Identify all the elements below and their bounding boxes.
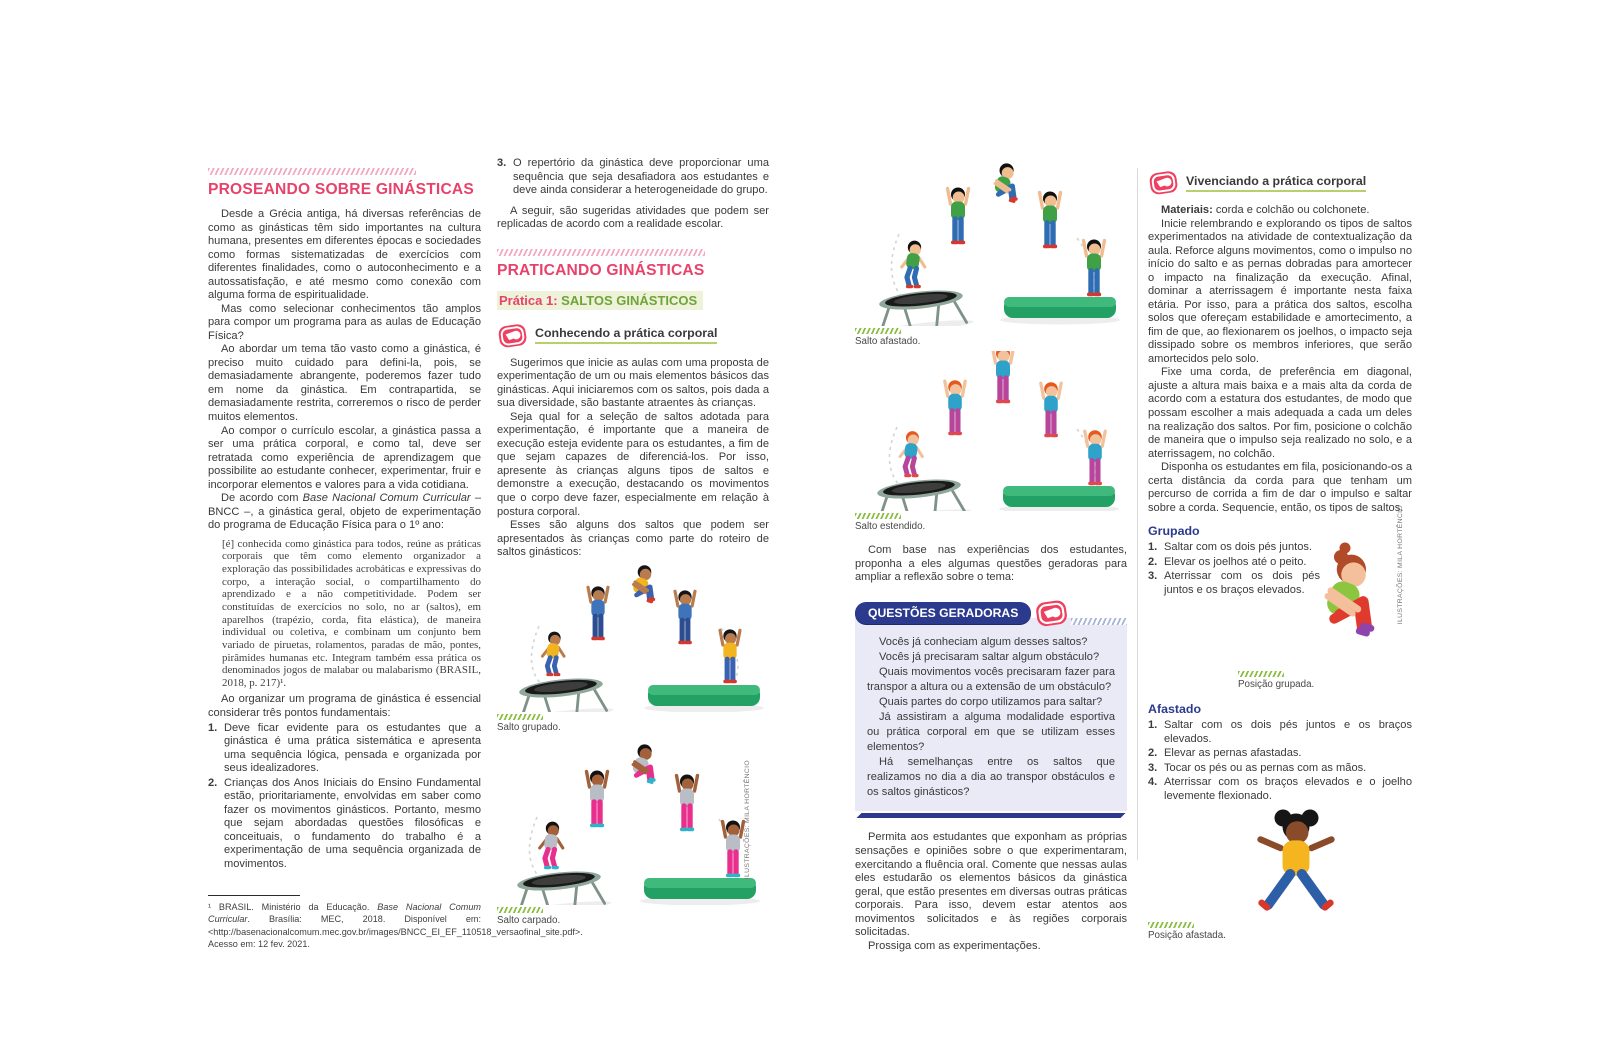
question: Vocês já conheciam algum desses saltos? — [879, 635, 1088, 648]
caption-text: Salto afastado. — [855, 336, 921, 347]
illustration-credit: ILUSTRAÇÕES: MILA HORTÊNCIO — [744, 760, 751, 880]
list-text: Saltar com os dois pés juntos e os braços elevados. — [1164, 719, 1412, 745]
column-divider — [1137, 168, 1138, 860]
paragraph: Esses são alguns dos saltos que podem ser apresentados às crianças como parte do roteiro de saltos ginásticos: — [497, 519, 769, 559]
paragraph: Permita aos estudantes que exponham as próprias sensações e opiniões sobre o que experimentaram, exercitando a fluência oral. Comente que nessas aulas eles estudarão os elementos básicos da ginástica geral, que estão presentes em diversas outras práticas corporais. Para isso, devem estar atentos aos movimentos solicitados e às regiões corporais solicitadas. — [855, 831, 1127, 939]
paragraph: A seguir, são sugeridas atividades que podem ser replicadas de acordo com a realidade escolar. — [497, 204, 769, 231]
list-number: 2. — [1148, 555, 1158, 568]
paragraph: Sugerimos que inicie as aulas com uma proposta de experimentação de um ou mais elementos básicos das ginásticas. Aqui iniciaremos com os saltos, pois dada a sua diversidade, são bastante atraentes às crianças. — [497, 356, 769, 410]
list-number: 2. — [1148, 747, 1158, 760]
materials-label: Materiais: — [1161, 204, 1213, 216]
practice-label: Prática 1: — [499, 292, 558, 308]
caption-text: Posição grupada. — [1238, 679, 1315, 691]
question: Há semelhanças entre os saltos que realizamos no dia a dia ao transpor obstáculos e os saltos ginásticos? — [867, 756, 1115, 799]
paragraph: Fixe uma corda, de preferência em diagonal, ajuste a altura mais baixa e a mais alta da corda de acordo com a estatura dos estudantes, de modo que possam escolher a mais adequada a cada um deles na realização dos saltos. Por fim, posicione o colchão de maneira que o impulso seja realizado no solo, e a aterrissagem, no colchão. — [1148, 366, 1412, 460]
text: De acordo com — [221, 492, 303, 505]
question: Quais movimentos vocês precisaram fazer para transpor a altura ou a extensão de um obstáculo? — [867, 665, 1115, 693]
column-2 — [497, 156, 769, 926]
salto-estendido-illustration — [855, 351, 1127, 511]
paragraph: Com base nas experiências dos estudantes, proponha a eles algumas questões geradoras para ampliar a reflexão sobre o tema: — [855, 544, 1127, 584]
box-bottom-strip — [857, 813, 1126, 818]
box-header — [855, 598, 1127, 628]
caption-text: Salto carpado. — [497, 914, 561, 926]
illustration-caption — [1238, 671, 1314, 690]
caption-hatch — [855, 513, 901, 519]
column-4 — [1148, 169, 1412, 941]
paragraph — [208, 492, 481, 533]
subsection-title: Conhecendo a prática corporal — [535, 326, 717, 344]
list-number: 4. — [1148, 776, 1158, 789]
salto-afastado-illustration — [855, 150, 1127, 326]
paragraph: Disponha os estudantes em fila, posicionando-os a certa distância da corda para que tenham um percurso de corrida a fim de dar o impulso e saltar sobre a corda. Sequencie, então, os tipos de saltos. — [1148, 461, 1412, 514]
list-item — [208, 777, 481, 872]
grupado-block — [1148, 541, 1412, 693]
list-text: Tocar os pés ou as pernas com as mãos. — [1164, 761, 1367, 774]
afastado-heading: Afastado — [1148, 702, 1202, 717]
posicao-grupada-illustration — [1294, 531, 1412, 681]
caption-hatch — [1148, 922, 1194, 928]
box-hatch — [1071, 618, 1127, 625]
list-number: 3. — [497, 157, 507, 169]
materials-text: corda e colchão ou colchonete. — [1212, 204, 1370, 216]
subsection-title: Vivenciando a prática corporal — [1186, 174, 1366, 192]
subsection-header — [1148, 169, 1412, 196]
paragraph: Ao organizar um programa de ginástica é essencial considerar três pontos fundamentais: — [208, 693, 481, 719]
caption-hatch — [855, 328, 901, 334]
caption-hatch — [1238, 671, 1284, 677]
list-number: 3. — [1148, 570, 1158, 583]
italic-title: Base Nacional Comum Curricular — [302, 492, 471, 505]
list-number: 2. — [208, 776, 218, 789]
whistle-icon — [497, 322, 528, 349]
practice-title: SALTOS GINÁSTICOS — [561, 292, 698, 308]
box-title-pill: QUESTÕES GERADORAS — [855, 602, 1031, 624]
list-text: Aterrissar com os braços elevados e o joelho levemente flexionado. — [1164, 776, 1412, 802]
text: – BNCC –, a ginástica geral, objeto de experimentação do programa de Educação Física para o 1º ano: — [208, 492, 481, 532]
practice-heading — [497, 291, 703, 310]
italic-title: Base Nacional Comum Curricular — [208, 902, 481, 925]
whistle-icon — [1148, 169, 1179, 196]
afastado-list — [1148, 719, 1412, 803]
paragraph: Mas como selecionar conhecimentos tão amplos para compor um programa para as aulas de Educação Física? — [208, 302, 481, 342]
list-item — [208, 722, 481, 776]
paragraph: Inicie relembrando e explorando os tipos de saltos experimentados na atividade de contextualização da aula. Reforce alguns movimentos, como o impulso no início do salto e as pernas dobradas para amortecer o impacto na finalização da execução. Afinal, dominar a aterrissagem é importante nesta faixa etária. Por isso, para a prática dos saltos, escolha solos que ofereçam estabilidade e amortecimento, a fim de que, ao flexionarem os joelhos, o impacto seja dissipado sobre os membros inferiores, que serão amortecidos pelo solo. — [1148, 217, 1412, 365]
grupado-heading: Grupado — [1148, 524, 1200, 539]
caption-text: Salto grupado. — [497, 721, 561, 733]
subsection-header — [497, 322, 769, 349]
caption-text: Salto estendido. — [855, 521, 926, 532]
footnote-rule — [208, 895, 300, 896]
list-number: 1. — [208, 721, 218, 734]
heading-hatch — [208, 168, 416, 175]
list-text: Saltar com os dois pés juntos. — [1164, 541, 1312, 554]
paragraph: Ao compor o currículo escolar, a ginástica passa a ser uma prática corporal, e como tal, deve ser retratada como experiência de aprendizagem que possibilite ao estudante conhecer, experimentar, fruir e incorporar elementos e valores para a vida cotidiana. — [208, 424, 481, 491]
list-text: Aterrissar com os dois pés juntos e os braços elevados. — [1164, 570, 1320, 596]
heading-hatch — [497, 249, 705, 256]
salto-carpado-illustration — [497, 737, 769, 905]
list-text: Elevar as pernas afastadas. — [1164, 747, 1302, 760]
caption-hatch — [497, 907, 543, 913]
illustration-caption — [1148, 922, 1226, 941]
block-quote: [é] conhecida como ginástica para todos, reúne as práticas corporais que têm como elemento organizador a exploração das possibilidades acrobáticas e expressivas do corpo, a interação social, o compartilhamento do aprendizado e a não competitividade. Podem ser constituídas de exercícios no solo, no ar (saltos), em aparelhos (trapézio, corda, fita elástica), de maneira individual ou coletiva, e combinam um conjunto bem variado de piruetas, rolamentos, paradas de mão, pontes, pirâmides humanas etc. Integram também essa prática os denominados jogos de malabar ou malabarismo (BRASIL, 2018, p. 217)¹. — [222, 537, 481, 689]
list-text: Crianças dos Anos Iniciais do Ensino Fundamental estão, prioritariamente, envolvidas em saber como fazer os movimentos ginásticos. Portanto, mesmo que sejam abordadas questões filosóficas e conceituais, o fundamento do trabalho é a experimentação de uma sequência organizada de movimentos. — [224, 776, 481, 870]
whistle-icon — [1034, 598, 1069, 628]
caption-hatch — [497, 714, 543, 720]
question: Já assistiram a alguma modalidade esportiva ou prática corporal em que se utilizam esses elementos? — [867, 710, 1115, 754]
list-item — [497, 157, 769, 198]
text: ¹ BRASIL. Ministério da Educação. — [208, 902, 378, 913]
page-title: PROSEANDO SOBRE GINÁSTICAS — [208, 181, 474, 198]
footnote-link-text: . Brasília: MEC, 2018. Disponível em: <http://basenacionalcomum.mec.gov.br/images/BNCC_EI_EF_110518_versaofinal_site.pdf>. Acesso em: 12 fev. 2021. — [208, 914, 583, 949]
list-text: O repertório da ginástica deve proporcionar uma sequência que seja desafiadora aos estudantes e deve ainda considerar a heterogeneidade do grupo. — [513, 157, 769, 197]
paragraph: Desde a Grécia antiga, há diversas referências de como as ginásticas têm sido importantes na cultura humana, presentes em diferentes épocas e sociedades como formas sistematizadas de exercícios com diferentes finalidades, como o autoconhecimento e a autossatisfação, e até mesmo como conexão com alguma forma de espiritualidade. — [208, 208, 481, 302]
list-number: 1. — [1148, 541, 1158, 554]
paragraph: Prossiga com as experimentações. — [868, 939, 1041, 952]
paragraph: Seja qual for a seleção de saltos adotada para experimentação, é importante que a maneira de execução esteja evidente para os estudantes, a fim de que sejam capazes de diferenciá-los. Por isso, apresente às crianças alguns tipos de saltos e demonstre a execução, destacando os movimentos que o corpo deve fazer, especialmente em relação à postura corporal. — [497, 410, 769, 518]
section-heading: PRATICANDO GINÁSTICAS — [497, 261, 705, 279]
salto-grupado-illustration — [497, 564, 769, 712]
afastado-block — [1148, 809, 1412, 941]
illustration-credit: ILUSTRAÇÕES: MILA HORTÊNCIO — [1397, 505, 1404, 625]
paragraph: Ao abordar um tema tão vasto como a ginástica, é preciso muito cuidado para defini-la, pois, se demasiadamente abrangente, poderemos fazer tudo em nome da ginástica. Em contrapartida, se demasiadamente restrita, correremos o risco de perder muitos elementos. — [208, 343, 481, 423]
box-body — [855, 618, 1127, 812]
list-number: 1. — [1148, 719, 1158, 732]
illustration-caption — [855, 328, 1127, 347]
list-text: Elevar os joelhos até o peito. — [1164, 555, 1307, 568]
question: Quais partes do corpo utilizamos para saltar? — [879, 695, 1103, 708]
list-text: Deve ficar evidente para os estudantes que a ginástica é uma prática sistemática e apresenta uma sequência lógica, pensada e organizada por seus idealizadores. — [224, 721, 481, 775]
illustration-caption — [497, 907, 769, 926]
questoes-geradoras-box — [855, 598, 1127, 819]
column-3 — [855, 150, 1127, 953]
question: Vocês já precisaram saltar algum obstáculo? — [879, 650, 1100, 663]
caption-text: Posição afastada. — [1148, 930, 1226, 942]
illustration-caption — [855, 513, 1127, 532]
illustration-caption — [497, 714, 769, 733]
list-number: 3. — [1148, 761, 1158, 774]
materials-line — [1148, 204, 1412, 218]
